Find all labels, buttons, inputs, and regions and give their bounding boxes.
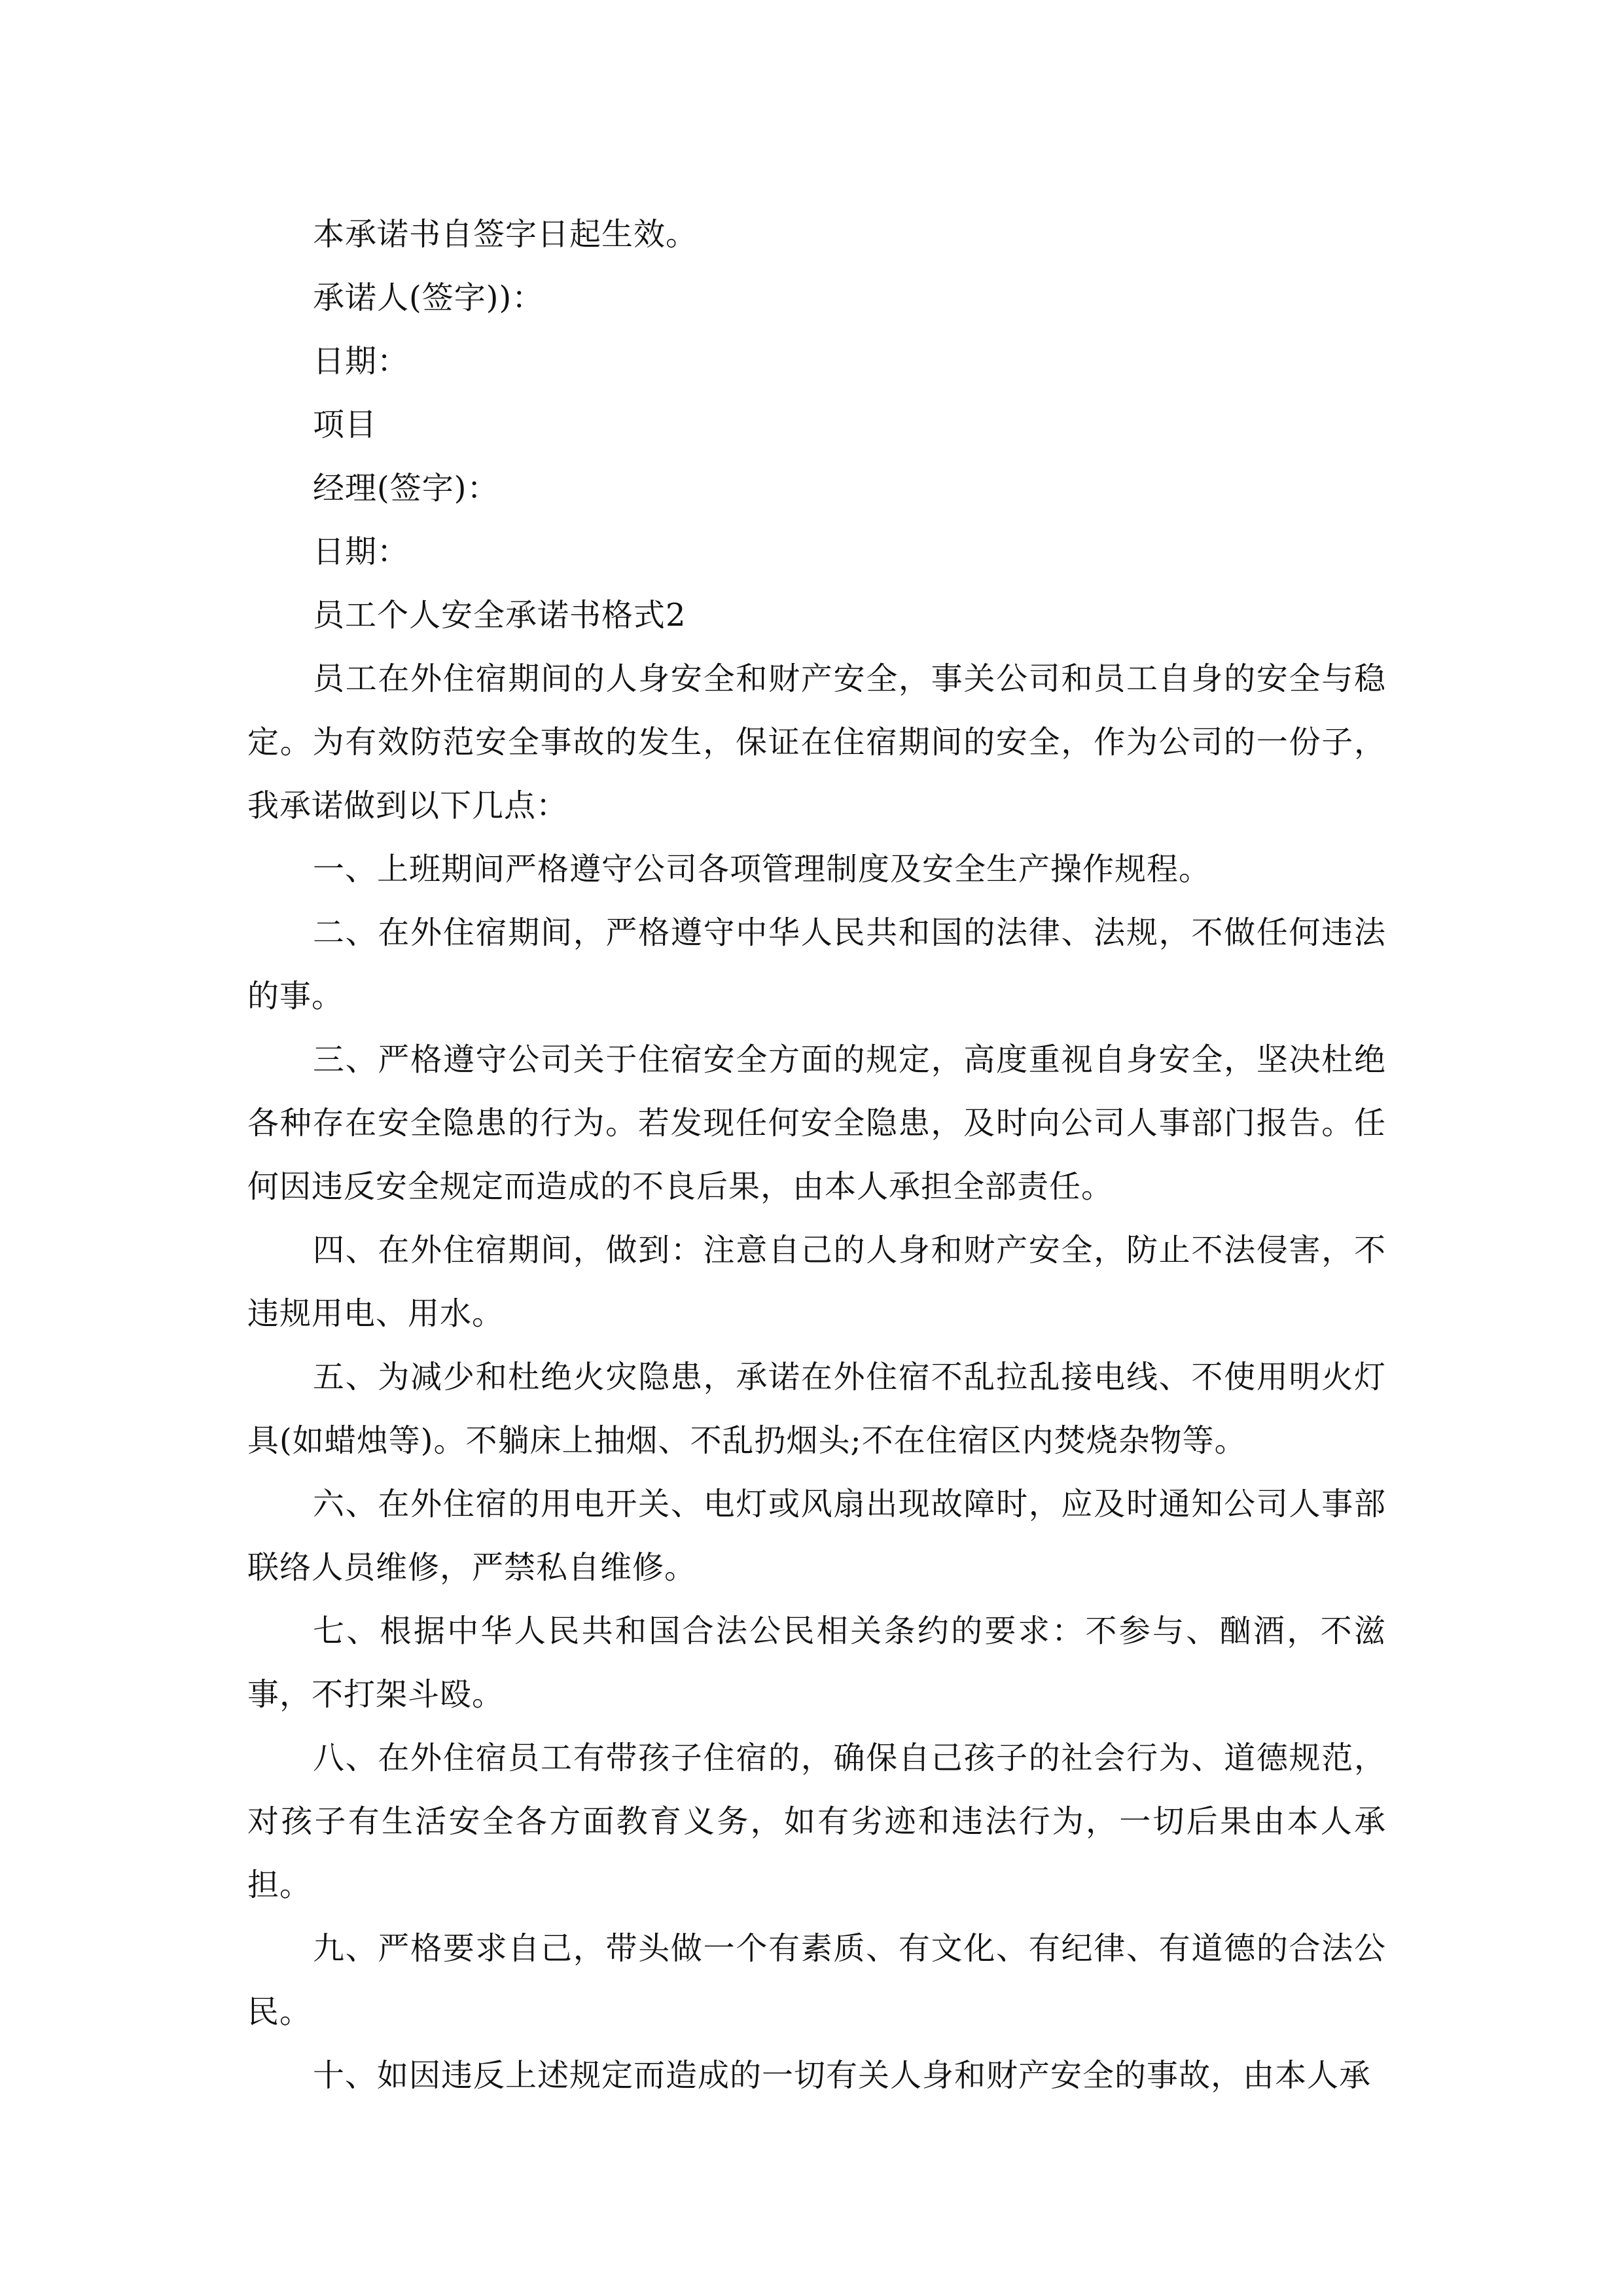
commitment-item-3: 三、严格遵守公司关于住宿安全方面的规定，高度重视自身安全，坚决杜绝各种存在安全隐患的行为。若发现任何安全隐患，及时向公司人事部门报告。任何因违反安全规定而造成的不良后果，由本人承担全部责任。 (247, 1041, 1386, 1205)
section-title: 员工个人安全承诺书格式2 (313, 597, 687, 634)
commitment-item-4: 四、在外住宿期间，做到：注意自己的人身和财产安全，防止不法侵害，不违规用电、用水。 (247, 1232, 1386, 1332)
effective-statement: 本承诺书自签字日起生效。 (313, 216, 698, 253)
commitment-item-5: 五、为减少和杜绝火灾隐患，承诺在外住宿不乱拉乱接电线、不使用明火灯具(如蜡烛等)。不躺床上抽烟、不乱扔烟头;不在住宿区内焚烧杂物等。 (247, 1359, 1386, 1459)
date-label-2: 日期： (313, 533, 410, 570)
commitment-item-8: 八、在外住宿员工有带孩子住宿的，确保自己孩子的社会行为、道德规范，对孩子有生活安全各方面教育义务，如有劣迹和违法行为，一切后果由本人承担。 (247, 1740, 1386, 1903)
commitment-item-7: 七、根据中华人民共和国合法公民相关条约的要求：不参与、酗酒，不滋事，不打架斗殴。 (247, 1613, 1386, 1713)
manager-signature-label: 经理(签字)： (313, 470, 499, 507)
commitment-item-9: 九、严格要求自己，带头做一个有素质、有文化、有纪律、有道德的合法公民。 (247, 1930, 1386, 2030)
signer-label: 承诺人(签字))： (313, 279, 544, 316)
commitment-item-6: 六、在外住宿的用电开关、电灯或风扇出现故障时，应及时通知公司人事部联络人员维修，严禁私自维修。 (247, 1486, 1386, 1586)
intro-paragraph: 员工在外住宿期间的人身安全和财产安全，事关公司和员工自身的安全与稳定。为有效防范安全事故的发生，保证在住宿期间的安全，作为公司的一份子，我承诺做到以下几点： (247, 660, 1386, 824)
commitment-item-1: 一、上班期间严格遵守公司各项管理制度及安全生产操作规程。 (313, 851, 1211, 888)
commitment-item-10: 十、如因违反上述规定而造成的一切有关人身和财产安全的事故，由本人承 (313, 2057, 1372, 2094)
commitment-item-2: 二、在外住宿期间，严格遵守中华人民共和国的法律、法规，不做任何违法的事。 (247, 914, 1386, 1014)
date-label: 日期： (313, 343, 410, 380)
document-body (247, 203, 1386, 2108)
project-label: 项目 (313, 406, 378, 443)
